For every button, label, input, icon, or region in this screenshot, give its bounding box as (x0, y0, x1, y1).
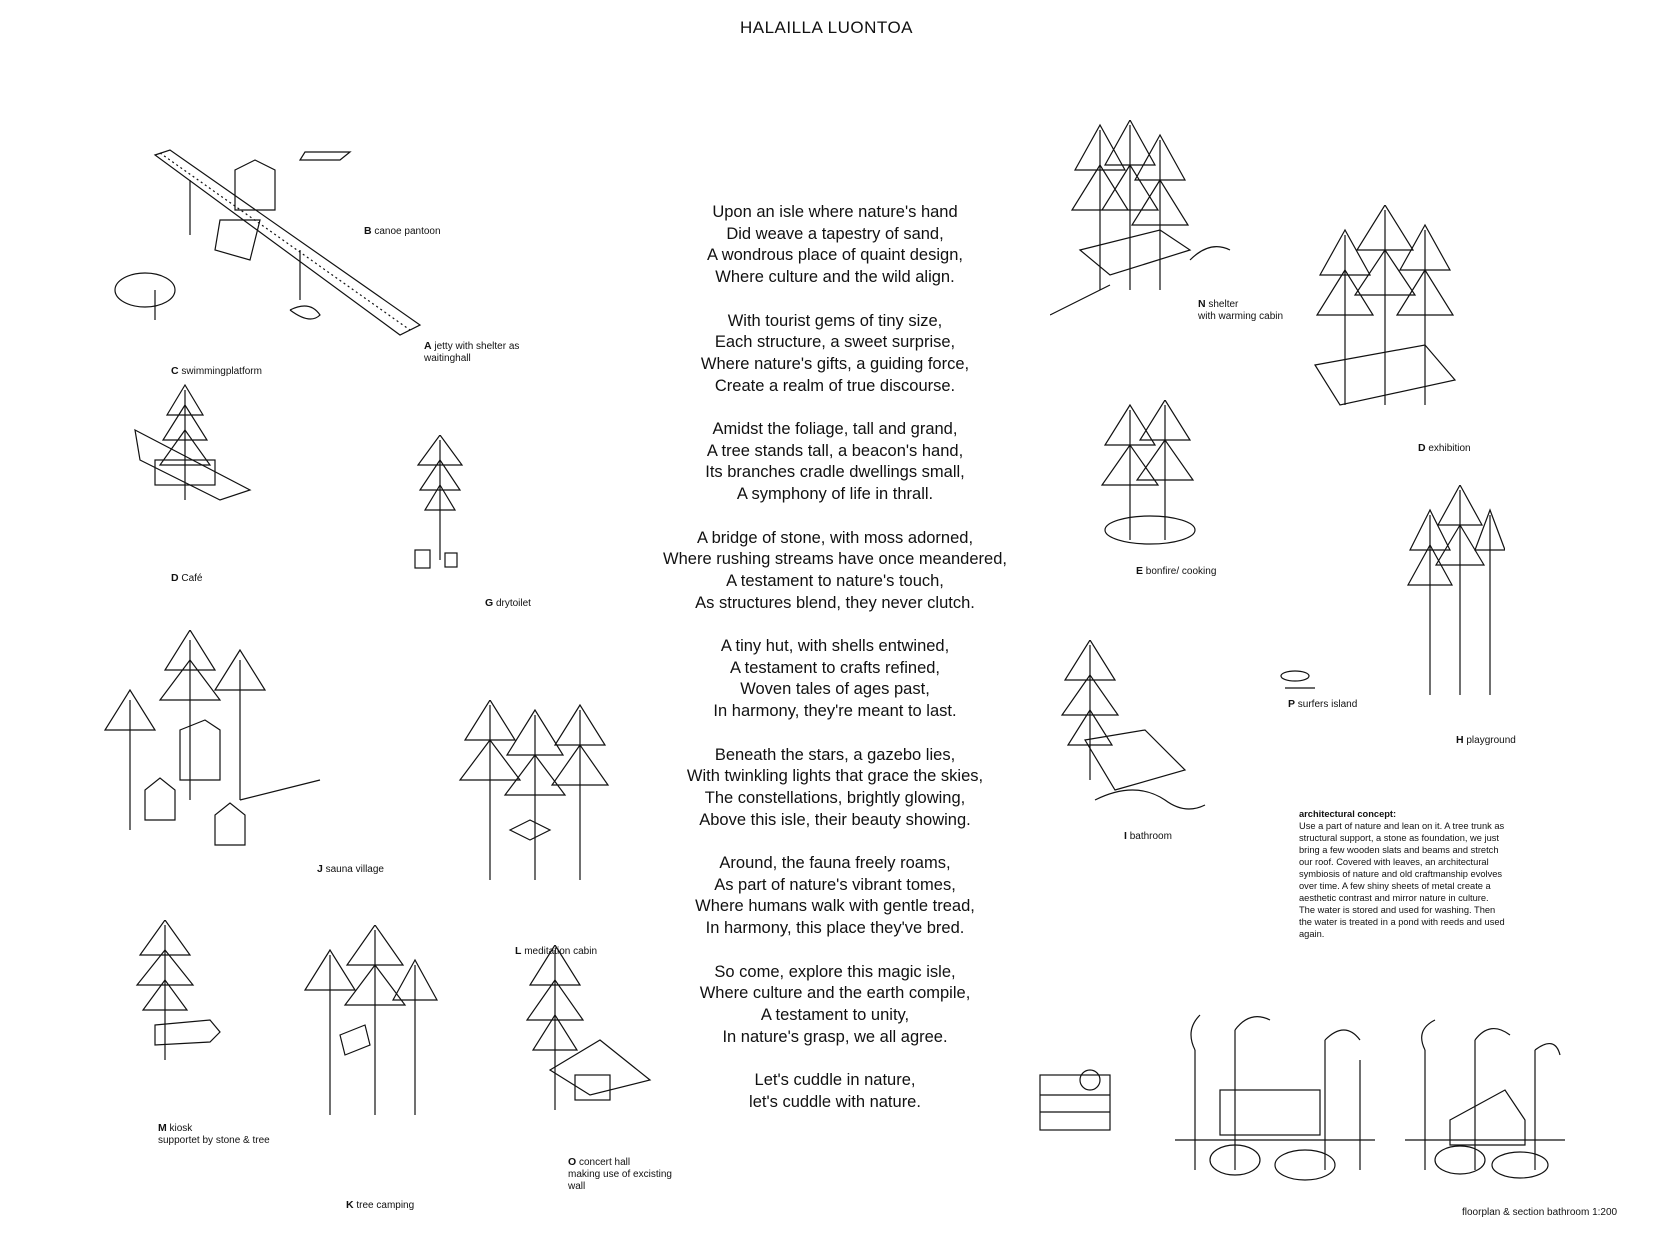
poem-line: A testament to unity, (760, 1005, 910, 1024)
poem-line: Where humans walk with gentle tread, (695, 897, 975, 916)
poem-line: Where culture and the earth compile, (699, 984, 971, 1003)
poem (590, 202, 1080, 1135)
concept-line: Use a part of nature and lean on it. A tree trunk as (1299, 821, 1505, 831)
poem-line: Where culture and the wild align. (715, 268, 955, 287)
poem-line: A testament to crafts refined, (729, 658, 941, 677)
poem-line: As structures blend, they never clutch. (695, 593, 975, 612)
label-concert-hall: O concert hall making use of excisting wall (568, 1156, 672, 1192)
label-tree-camping: K tree camping (346, 1199, 415, 1211)
concept-line: The water is stored and used for washing. Then (1299, 905, 1496, 915)
concept-line: our roof. Covered with leaves, an architectural (1299, 857, 1489, 867)
poem-stanza (590, 419, 1080, 506)
surfers-island-drawing (1275, 668, 1335, 693)
label-sauna-village: J sauna village (317, 863, 384, 875)
poem-line: Each structure, a sweet surprise, (714, 333, 956, 352)
exhibition-drawing (1310, 205, 1460, 440)
concept-line: over time. A few shiny sheets of metal create a (1299, 881, 1491, 891)
poem-line: Upon an isle where nature's hand (712, 203, 958, 221)
poem-line: Above this isle, their beauty showing. (699, 810, 971, 829)
label-playground: H playground (1456, 734, 1516, 746)
poem-line: Its branches cradle dwellings small, (705, 463, 965, 482)
poem-line: A tiny hut, with shells entwined, (720, 637, 950, 655)
poem-stanza (590, 202, 1080, 289)
poem-line: Where nature's gifts, a guiding force, (700, 354, 970, 373)
poem-stanza (590, 528, 1080, 615)
poem-line: A tree stands tall, a beacon's hand, (706, 441, 964, 460)
label-cafe: D Café (171, 572, 203, 584)
poem-stanza (590, 853, 1080, 940)
poem-line: A testament to nature's touch, (726, 571, 944, 590)
label-bathroom: I bathroom (1124, 830, 1172, 842)
label-jetty: A jetty with shelter as waitinghall (424, 340, 520, 364)
bonfire-drawing (1095, 400, 1205, 560)
poem-stanza (590, 636, 1080, 723)
concept-line: symbiosis of nature and old craftmanship evolves (1299, 869, 1503, 879)
cafe-drawing (130, 380, 270, 530)
concept-line: the water is treated in a pond with reeds and used (1299, 917, 1505, 927)
poem-line: With twinkling lights that grace the skies, (686, 767, 984, 786)
label-surfers-island: P surfers island (1288, 698, 1358, 710)
poem-line: Around, the fauna freely roams, (719, 854, 951, 872)
poem-line: A symphony of life in thrall. (736, 485, 934, 504)
shelter-drawing (1050, 120, 1240, 320)
poem-line: So come, explore this magic isle, (714, 962, 956, 981)
concert-hall-drawing (520, 945, 660, 1125)
poem-line: As part of nature's vibrant tomes, (714, 875, 956, 894)
kiosk-drawing (135, 920, 225, 1070)
poem-line: Woven tales of ages past, (740, 680, 930, 699)
concept-line: aesthetic contrast and mirror nature in culture. (1299, 893, 1489, 903)
label-swimmingplatform: C swimmingplatform (171, 365, 262, 377)
concept-line: again. (1299, 929, 1325, 939)
label-kiosk: M kiosk supportet by stone & tree (158, 1122, 270, 1146)
concept-heading: architectural concept: (1299, 809, 1397, 819)
sauna-village-drawing (90, 630, 330, 860)
poem-line: Where rushing streams have once meandered, (663, 550, 1007, 569)
label-canoe-pantoon: B canoe pantoon (364, 225, 441, 237)
poem-line: let's cuddle with nature. (749, 1092, 921, 1111)
poem-line: In harmony, this place they've bred. (705, 919, 965, 938)
drytoilet-drawing (410, 435, 470, 575)
section-drawing (1175, 1000, 1375, 1190)
label-bonfire: E bonfire/ cooking (1136, 565, 1217, 577)
poem-stanza (590, 311, 1080, 398)
poem-line: Did weave a tapestry of sand, (726, 224, 944, 243)
poem-line: In nature's grasp, we all agree. (722, 1027, 948, 1046)
tree-camping-drawing (300, 925, 440, 1125)
poem-line: Let's cuddle in nature, (754, 1071, 916, 1089)
page-title: HALAILLA LUONTOA (739, 18, 914, 37)
poem-line: With tourist gems of tiny size, (727, 311, 943, 330)
poem-stanza (590, 1070, 1080, 1113)
poem-line: Amidst the foliage, tall and grand, (712, 420, 958, 438)
concept-line: bring a few wooden slats and beams and stretch (1299, 845, 1499, 855)
concept-line: structural support, a stone as foundation, we just (1299, 833, 1499, 843)
poem-line: Beneath the stars, a gazebo lies, (714, 745, 956, 764)
poem-stanza (590, 962, 1080, 1049)
floorplan-drawing (1035, 1050, 1125, 1145)
bathroom-drawing (1055, 640, 1215, 830)
meditation-cabin-drawing (450, 700, 620, 890)
label-exhibition: D exhibition (1418, 442, 1471, 454)
label-drytoilet: G drytoilet (485, 597, 531, 609)
section-drawing-2 (1405, 1010, 1565, 1190)
poem-stanza (590, 745, 1080, 832)
playground-drawing (1405, 485, 1505, 705)
poem-line: A bridge of stone, with moss adorned, (696, 528, 974, 547)
jetty-drawing (110, 140, 460, 360)
architectural-concept (1299, 808, 1531, 940)
poem-line: Create a realm of true discourse. (714, 376, 956, 395)
label-meditation-cabin: L meditation cabin (515, 945, 598, 957)
poem-line: The constellations, brightly glowing, (704, 788, 966, 807)
label-floorplan: floorplan & section bathroom 1:200 (1462, 1207, 1618, 1218)
poem-line: In harmony, they're meant to last. (713, 702, 957, 721)
poem-line: A wondrous place of quaint design, (707, 246, 963, 265)
label-shelter: N shelter with warming cabin (1198, 298, 1284, 322)
